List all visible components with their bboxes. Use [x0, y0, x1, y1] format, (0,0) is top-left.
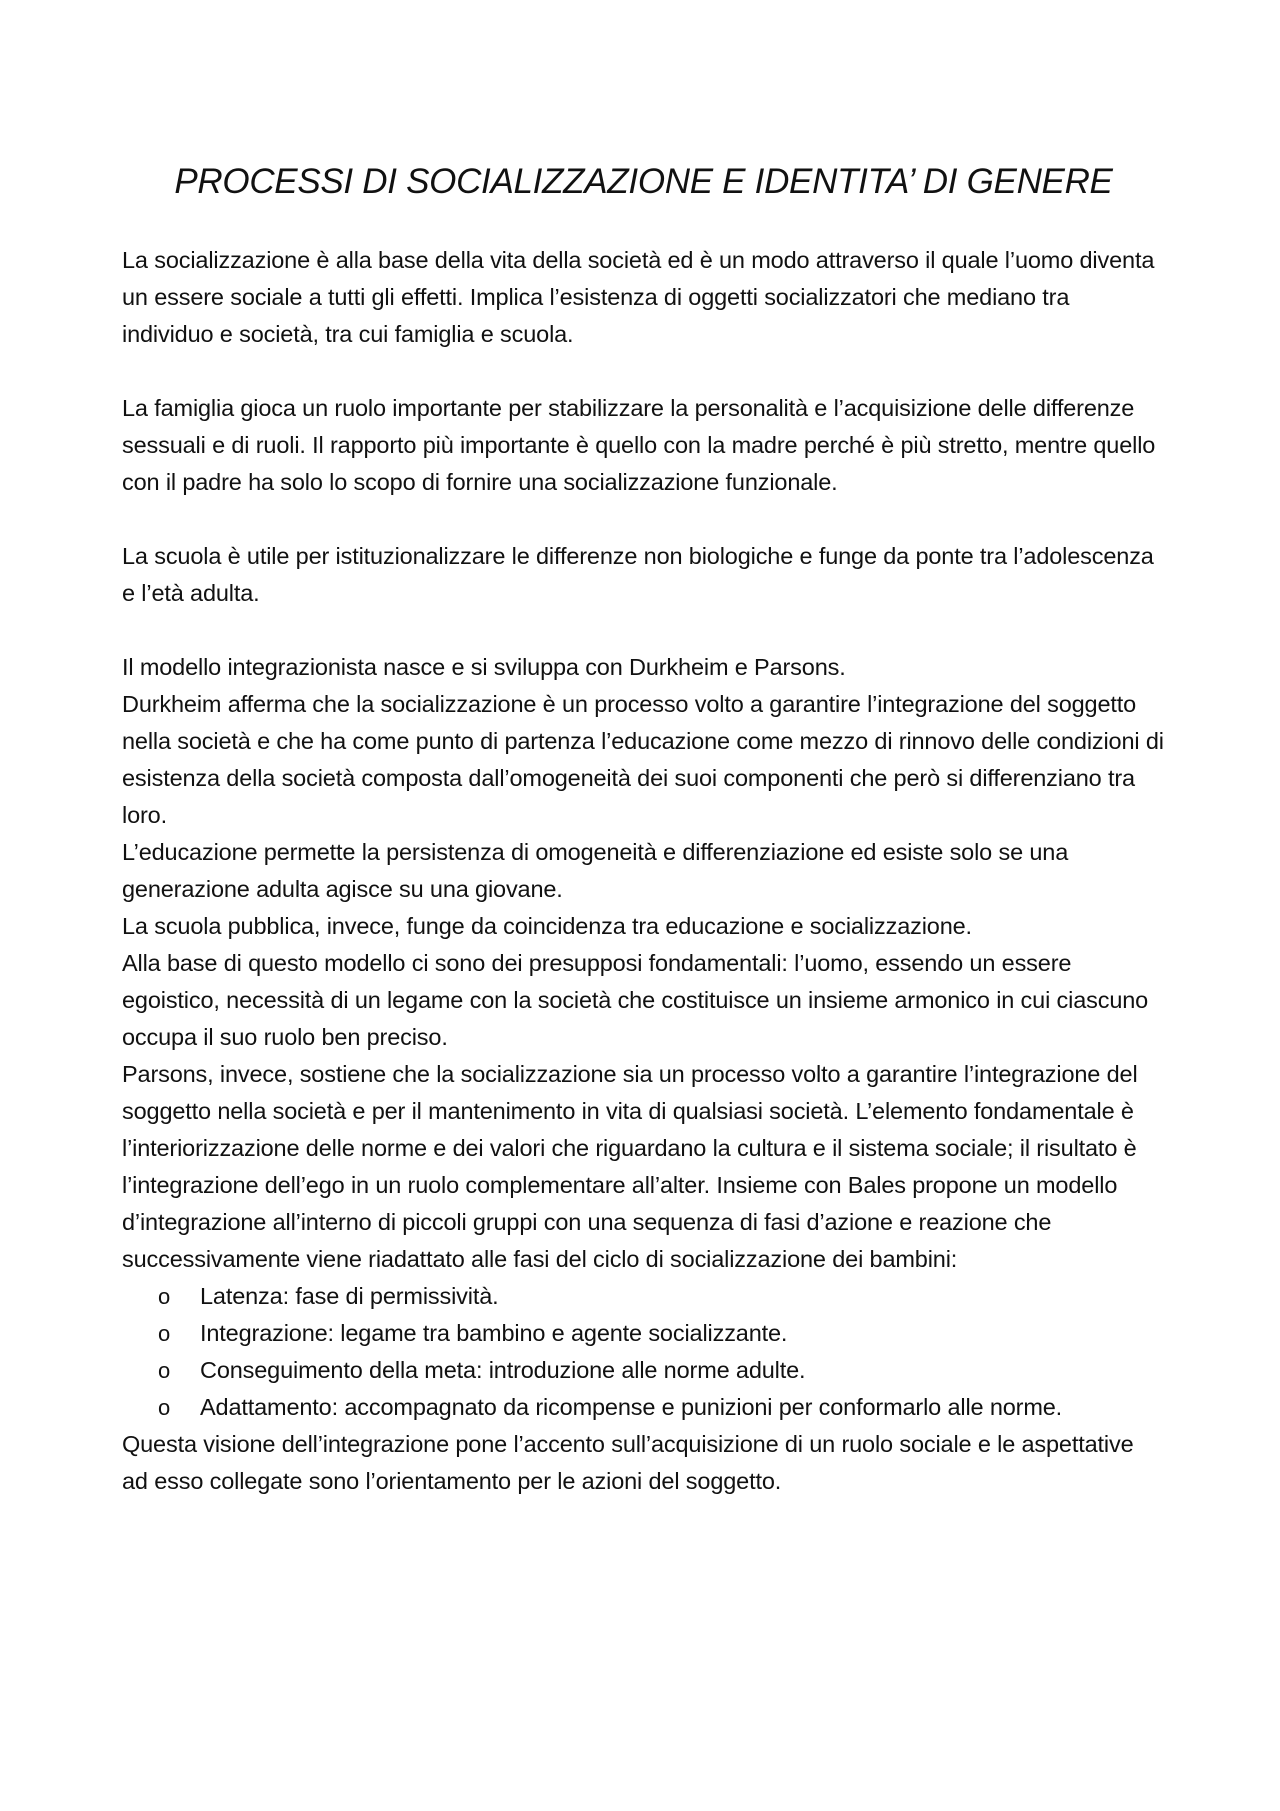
paragraph-gap — [122, 501, 1165, 538]
list-item — [158, 1278, 1165, 1315]
paragraph-famiglia: La famiglia gioca un ruolo importante per stabilizzare la personalità e l’acquisizione delle differenze sessuali e di ruoli. Il rapporto più importante è quello con la madre perché è più stretto, mentre quello con il padre ha solo lo scopo di fornire una socializzazione funzionale. — [122, 395, 1156, 495]
bullet-marker: o — [158, 1321, 171, 1346]
paragraph-presupposti: Alla base di questo modello ci sono dei presupposi fondamentali: l’uomo, essendo un essere egoistico, necessità di un legame con la società che costituisce un insieme armonico in cui ciascuno occupa il suo ruolo ben preciso. — [122, 950, 1149, 1050]
paragraph-durkheim: Durkheim afferma che la socializzazione è un processo volto a garantire l’integrazione del soggetto nella società e che ha come punto di partenza l’educazione come mezzo di rinnovo delle condizioni di esistenza della società composta dall’omogeneità dei suoi componenti che però si differenziano tra loro. — [122, 691, 1164, 828]
list-item — [158, 1315, 1165, 1352]
list-item-text: Adattamento: accompagnato da ricompense e punizioni per conformarlo alle norme. — [200, 1394, 1063, 1420]
paragraph-educazione: L’educazione permette la persistenza di omogeneità e differenziazione ed esiste solo se una generazione adulta agisce su una giovane. — [122, 839, 1069, 902]
list-item-text: Latenza: fase di permissività. — [200, 1283, 499, 1309]
paragraph-socializzazione: La socializzazione è alla base della vita della società ed è un modo attraverso il quale l’uomo diventa un essere sociale a tutti gli effetti. Implica l’esistenza di oggetti socializzatori che mediano tra individuo e società, tra cui famiglia e scuola. — [122, 247, 1155, 347]
list-item — [158, 1389, 1165, 1426]
paragraph-modello-integrazionista: Il modello integrazionista nasce e si sviluppa con Durkheim e Parsons. — [122, 654, 846, 680]
bullet-marker: o — [158, 1358, 171, 1383]
bullet-marker: o — [158, 1395, 171, 1420]
list-item-text: Integrazione: legame tra bambino e agente socializzante. — [200, 1320, 788, 1346]
list-item-text: Conseguimento della meta: introduzione alle norme adulte. — [200, 1357, 806, 1383]
phases-list — [122, 1278, 1165, 1426]
paragraph-parsons: Parsons, invece, sostiene che la socializzazione sia un processo volto a garantire l’integrazione del soggetto nella società e per il mantenimento in vita di qualsiasi società. L’elemento fondamentale è l’interiorizzazione delle norme e dei valori che riguardano la cultura e il sistema sociale; il risultato è l’integrazione dell’ego in un ruolo complementare all’alter. Insieme con Bales propone un modello d’integrazione all’interno di piccoli gruppi con una sequenza di fasi d’azione e reazione che successivamente viene riadattato alle fasi del ciclo di socializzazione dei bambini: — [122, 1061, 1138, 1272]
bullet-marker: o — [158, 1284, 171, 1309]
paragraph-scuola: La scuola è utile per istituzionalizzare le differenze non biologiche e funge da ponte tra l’adolescenza e l’età adulta. — [122, 543, 1154, 606]
paragraph-gap — [122, 612, 1165, 649]
document-title: PROCESSI DI SOCIALIZZAZIONE E IDENTITA’ DI GENERE — [174, 162, 1113, 201]
list-item — [158, 1352, 1165, 1389]
paragraph-conclusione: Questa visione dell’integrazione pone l’accento sull’acquisizione di un ruolo sociale e le aspettative ad esso collegate sono l’orientamento per le azioni del soggetto. — [122, 1431, 1134, 1494]
paragraph-scuola-pubblica: La scuola pubblica, invece, funge da coincidenza tra educazione e socializzazione. — [122, 913, 972, 939]
paragraph-gap — [122, 353, 1165, 390]
